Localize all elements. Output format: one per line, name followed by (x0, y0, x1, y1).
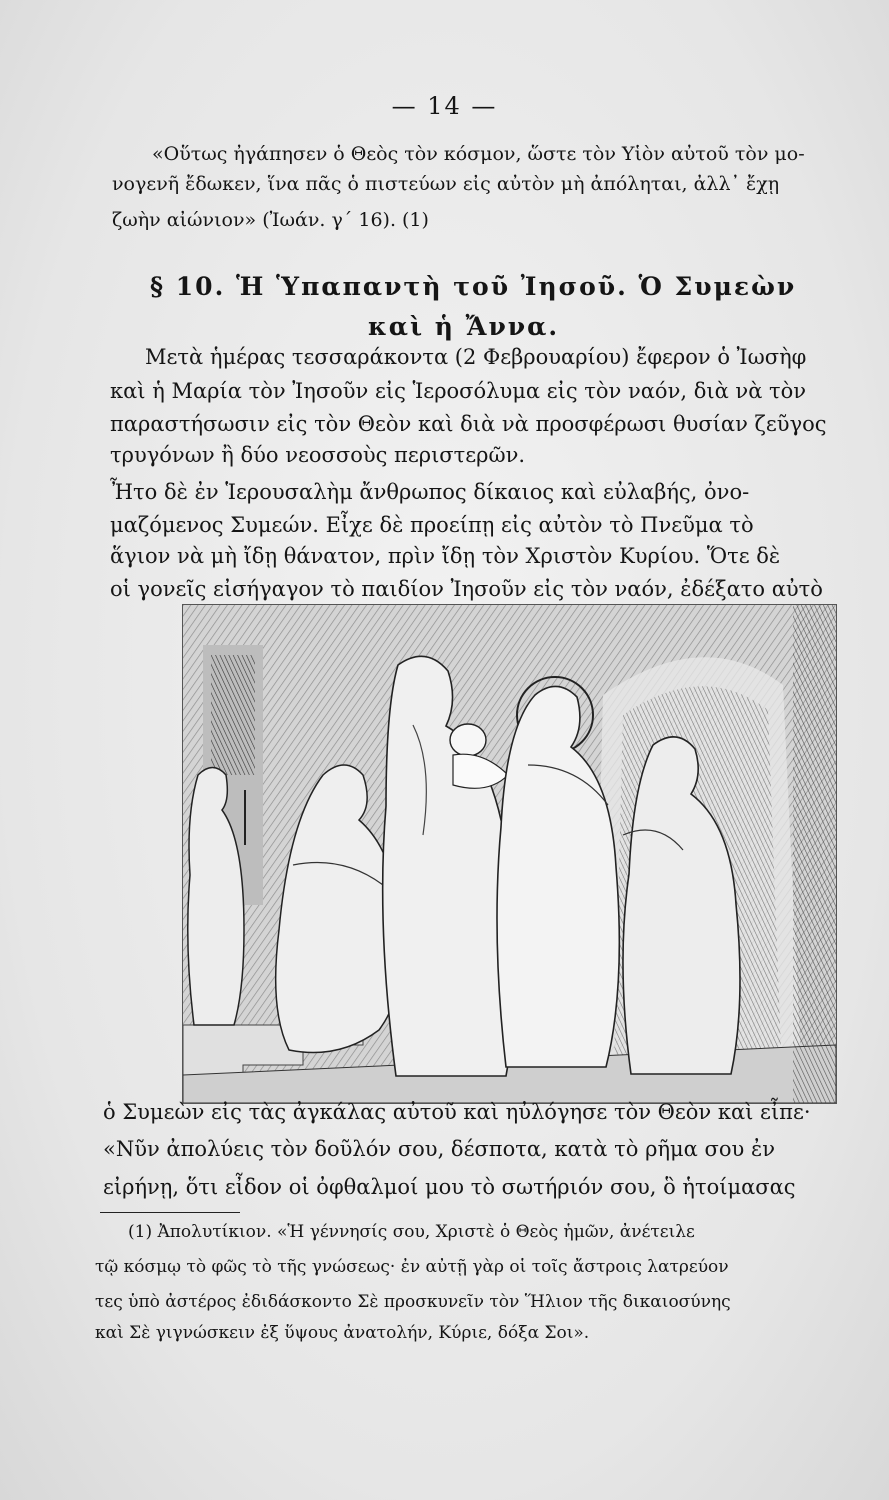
footnote-line: καὶ Σὲ γιγνώσκειν ἐξ ὕψους ἀνατολήν, Κύριε, δόξα Σοι». (95, 1323, 590, 1343)
quote-line: «Οὕτως ἠγάπησεν ὁ Θεὸς τὸν κόσμον, ὥστε τὸν Υἱὸν αὐτοῦ τὸν μο- (152, 143, 805, 165)
body-line: καὶ ἡ Μαρία τὸν Ἰησοῦν εἰς Ἱεροσόλυμα εἰς τὸν ναόν, διὰ νὰ τὸν (110, 379, 807, 403)
body-line: ὁ Συμεὼν εἰς τὰς ἀγκάλας αὐτοῦ καὶ ηὐλόγησε τὸν Θεὸν καὶ εἶπε· (103, 1100, 811, 1124)
quote-line: ζωὴν αἰώνιον» (Ἰωάν. γ´ 16). (1) (112, 209, 429, 231)
body-line: ἅγιον νὰ μὴ ἴδῃ θάνατον, πρὶν ἴδῃ τὸν Χριστὸν Κυρίου. Ὅτε δὲ (110, 544, 781, 568)
footnote-line: τῷ κόσμῳ τὸ φῶς τὸ τῆς γνώσεως· ἐν αὐτῇ γὰρ οἱ τοῖς ἄστροις λατρεύον (95, 1257, 729, 1277)
body-line: Ἦτο δὲ ἐν Ἱερουσαλὴμ ἄνθρωπος δίκαιος καὶ εὐλαβής, ὀνο- (110, 480, 750, 504)
body-line: τρυγόνων ἢ δύο νεοσσοὺς περιστερῶν. (110, 443, 526, 467)
body-line: εἰρήνῃ, ὅτι εἶδον οἱ ὀφθαλμοί μου τὸ σωτήριόν σου, ὃ ἡτοίμασας (103, 1175, 796, 1199)
footnote-rule (100, 1212, 240, 1213)
body-line: «Νῦν ἀπολύεις τὸν δοῦλόν σου, δέσποτα, κατὰ τὸ ρῆμα σου ἐν (103, 1137, 775, 1161)
quote-line: νογενῆ ἔδωκεν, ἵνα πᾶς ὁ πιστεύων εἰς αὐτὸν μὴ ἀπόληται, ἀλλ᾽ ἔχῃ (112, 173, 780, 195)
section-heading-continued: καὶ ἡ Ἄννα. (368, 312, 560, 341)
body-line: μαζόμενος Συμεών. Εἶχε δὲ προείπῃ εἰς αὐτὸν τὸ Πνεῦμα τὸ (110, 513, 754, 537)
footnote-line: τες ὑπὸ ἀστέρος ἐδιδάσκοντο Σὲ προσκυνεῖν τὸν Ἥλιον τῆς δικαιοσύνης (95, 1292, 731, 1312)
body-line: Μετὰ ἡμέρας τεσσαράκοντα (2 Φεβρουαρίου) ἔφερον ὁ Ἰωσὴφ (145, 345, 807, 369)
engraving-drawing (183, 605, 836, 1103)
footnote-line: (1) Ἀπολυτίκιον. «Ἡ γέννησίς σου, Χριστὲ ὁ Θεὸς ἡμῶν, ἀνέτειλε (128, 1222, 695, 1242)
body-line: οἱ γονεῖς εἰσήγαγον τὸ παιδίον Ἰησοῦν εἰς τὸν ναόν, ἐδέξατο αὐτὸ (110, 577, 823, 601)
page-number: — 14 — (391, 92, 498, 120)
section-heading: § 10. Ἡ Ὑπαπαντὴ τοῦ Ἰησοῦ. Ὁ Συμεὼν (150, 272, 797, 301)
body-line: παραστήσωσιν εἰς τὸν Θεὸν καὶ διὰ νὰ προσφέρωσι θυσίαν ζεῦγος (110, 412, 827, 436)
presentation-engraving (182, 604, 837, 1104)
